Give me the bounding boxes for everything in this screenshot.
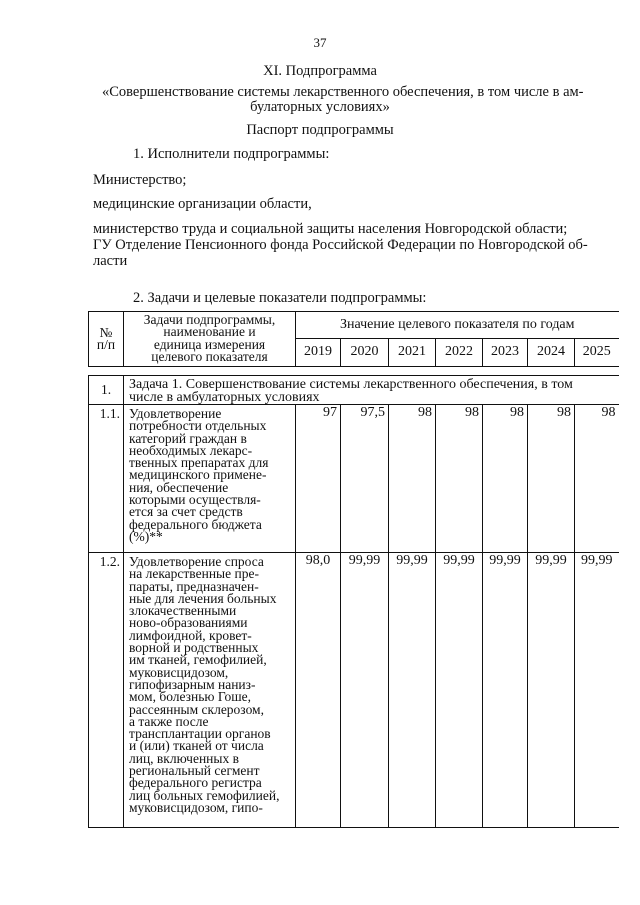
executor-item: министерство труда и социальной защиты населения Новгородской области; bbox=[93, 221, 568, 237]
row-label-line: а также после bbox=[129, 713, 209, 729]
passport-title: Паспорт подпрограммы bbox=[246, 122, 394, 138]
header-task-line: наименование и bbox=[163, 324, 256, 340]
value-cell: 97 bbox=[296, 405, 341, 553]
row-label-line: региональный сегмент bbox=[129, 763, 260, 779]
header-task-line: Задачи подпрограммы, bbox=[143, 312, 276, 327]
row-label-line: медицинского примене- bbox=[129, 467, 267, 483]
table-row bbox=[89, 405, 619, 553]
targets-table bbox=[88, 311, 619, 828]
task-num: 1. bbox=[89, 376, 124, 405]
section2-title: 2. Задачи и целевые показатели подпрограммы: bbox=[133, 290, 427, 306]
row-label-line: категорий граждан в bbox=[129, 430, 247, 446]
row-label-line: параты, предназначен- bbox=[129, 578, 259, 594]
row-label-line: злокачественными bbox=[129, 603, 237, 619]
subprogram-title-line1: «Совершенствование системы лекарственного обеспечения, в том числе в ам- bbox=[102, 84, 584, 100]
executor-item: ласти bbox=[93, 253, 128, 269]
value-cell: 99,99 bbox=[436, 553, 483, 828]
executor-item: Министерство; bbox=[93, 172, 187, 188]
row-label-line: ные для лечения больных bbox=[129, 590, 277, 606]
year-cell: 2025 bbox=[575, 339, 619, 367]
row-label-line: (%)** bbox=[129, 528, 163, 544]
table-header-row bbox=[89, 312, 619, 339]
year-cell: 2023 bbox=[483, 339, 528, 367]
table-row bbox=[89, 553, 619, 828]
row-label bbox=[124, 553, 296, 828]
row-label-line: муковисцидозом, гипо- bbox=[129, 799, 263, 815]
year-cell: 2022 bbox=[436, 339, 483, 367]
row-label-line: ворной и родственных bbox=[129, 640, 259, 656]
section1-title: 1. Исполнители подпрограммы: bbox=[133, 146, 330, 162]
row-label-line: Удовлетворение bbox=[129, 406, 222, 421]
year-cell: 2019 bbox=[296, 339, 341, 367]
row-label-line: лимфоидной, кровет- bbox=[129, 627, 252, 643]
header-num-line: № bbox=[99, 324, 113, 340]
row-label-line: им тканей, гемофилией, bbox=[129, 652, 267, 668]
row-label-line: лиц больных гемофилией, bbox=[129, 787, 280, 803]
row-label-line: потребности отдельных bbox=[129, 418, 267, 434]
row-label-line: ется за счет средств bbox=[129, 504, 243, 520]
row-label-line: гипофизарным наниз- bbox=[129, 676, 256, 692]
value-cell: 98 bbox=[528, 405, 575, 553]
task-title-line: Задача 1. Совершенствование системы лекарственного обеспечения, в том bbox=[129, 377, 573, 392]
row-num: 1.2. bbox=[89, 553, 124, 828]
row-label-line: федерального регистра bbox=[129, 775, 262, 791]
row-label-line: твенных препаратах для bbox=[129, 455, 269, 471]
year-cell: 2020 bbox=[341, 339, 389, 367]
year-cell: 2024 bbox=[528, 339, 575, 367]
row-label-line: ново-образованиями bbox=[129, 615, 248, 631]
row-label-line: рассеянным склерозом, bbox=[129, 701, 264, 717]
row-label-line: мом, болезнью Гоше, bbox=[129, 689, 251, 705]
value-cell: 97,5 bbox=[341, 405, 389, 553]
header-num-line: п/п bbox=[96, 337, 116, 352]
task-title-line: числе в амбулаторных условиях bbox=[129, 390, 320, 405]
header-num bbox=[89, 312, 124, 367]
row-label-line: муковисцидозом, bbox=[129, 664, 229, 680]
executor-item: ГУ Отделение Пенсионного фонда Российской Федерации по Новгородской об- bbox=[93, 237, 588, 253]
header-task-line: целевого показателя bbox=[151, 348, 268, 364]
subprogram-title-line2: булаторных условиях» bbox=[250, 99, 390, 115]
row-label-line: федерального бюджета bbox=[129, 516, 262, 532]
row-num: 1.1. bbox=[89, 405, 124, 553]
value-cell: 98 bbox=[436, 405, 483, 553]
year-cell: 2021 bbox=[389, 339, 436, 367]
table-gap bbox=[89, 367, 619, 376]
page-number: 37 bbox=[313, 35, 327, 50]
row-label-line: Удовлетворение спроса bbox=[129, 554, 264, 569]
task-row bbox=[89, 376, 619, 405]
value-cell: 99,99 bbox=[483, 553, 528, 828]
row-label-line: необходимых лекарс- bbox=[129, 442, 253, 458]
header-task-line: единица измерения bbox=[153, 336, 266, 352]
value-cell: 99,99 bbox=[528, 553, 575, 828]
value-cell: 99,99 bbox=[341, 553, 389, 828]
executor-item: медицинские организации области, bbox=[93, 196, 312, 212]
value-cell: 98,0 bbox=[296, 553, 341, 828]
value-cell: 99,99 bbox=[575, 553, 619, 828]
row-label-line: которыми осуществля- bbox=[129, 492, 261, 508]
value-cell: 98 bbox=[575, 405, 619, 553]
row-label bbox=[124, 405, 296, 553]
row-label-line: ния, обеспечение bbox=[129, 479, 229, 495]
header-task bbox=[124, 312, 296, 367]
value-cell: 99,99 bbox=[389, 553, 436, 828]
value-cell: 98 bbox=[389, 405, 436, 553]
row-label-line: на лекарственные пре- bbox=[129, 566, 259, 582]
subprogram-heading: XI. Подпрограмма bbox=[263, 63, 377, 79]
header-values-group: Значение целевого показателя по годам bbox=[296, 312, 619, 339]
value-cell: 98 bbox=[483, 405, 528, 553]
row-label-line: и (или) тканей от числа bbox=[129, 738, 264, 754]
task-title bbox=[124, 376, 619, 405]
row-label-line: трансплантации органов bbox=[129, 726, 271, 742]
row-label-line: лиц, включенных в bbox=[129, 750, 239, 766]
